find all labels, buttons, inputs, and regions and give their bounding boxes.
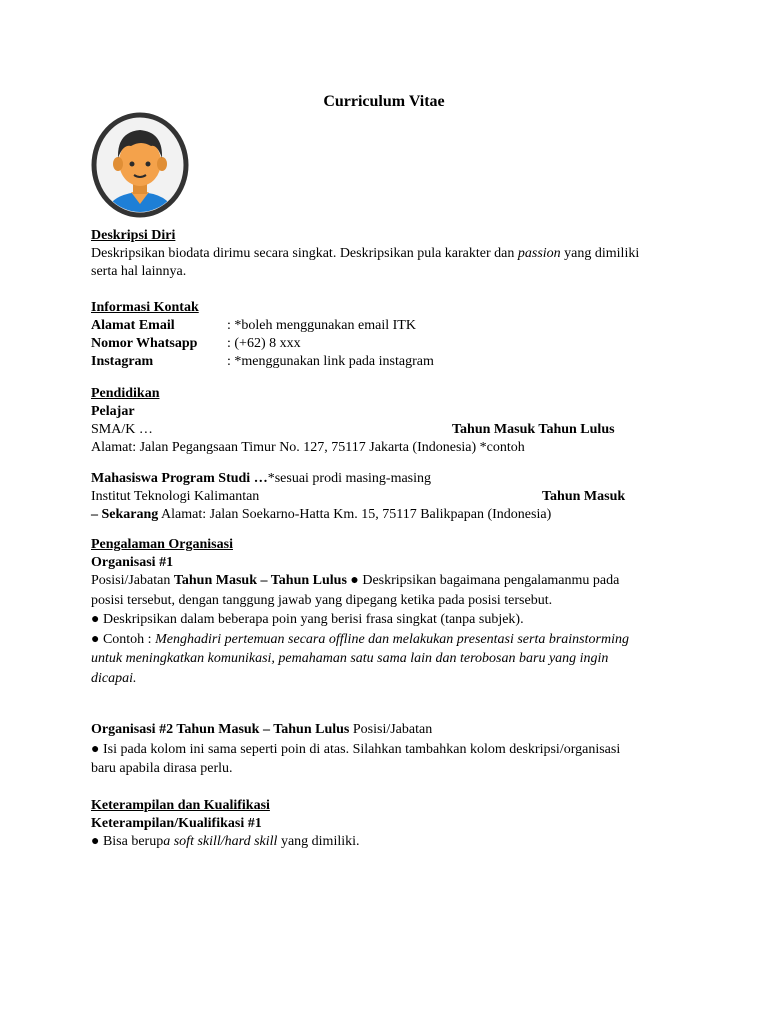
contact-row bbox=[91, 353, 691, 371]
page-title: Curriculum Vitae bbox=[323, 93, 445, 110]
school-address: Alamat: Jalan Pegangsaan Timur No. 127, 75117 Jakarta (Indonesia) *contoh bbox=[91, 440, 525, 455]
mhs-note: *sesuai prodi masing-masing bbox=[267, 471, 432, 486]
text-span: Deskripsikan biodata dirimu secara singkat. Deskripsikan pula karakter dan bbox=[91, 246, 518, 261]
contact-label: Alamat Email bbox=[91, 318, 175, 333]
text-span: yang dimiliki. bbox=[277, 834, 360, 849]
section-kontak bbox=[91, 299, 691, 371]
contact-row bbox=[91, 335, 691, 353]
contact-value: : *menggunakan link pada instagram bbox=[227, 354, 434, 369]
org1-title: Organisasi #1 bbox=[91, 555, 174, 570]
contact-row bbox=[91, 317, 691, 335]
school-name: SMA/K … bbox=[91, 422, 153, 437]
pelajar-label: Pelajar bbox=[91, 404, 135, 419]
org2-bullet: ● Isi pada kolom ini sama seperti poin di atas. Silahkan tambahkan kolom deskripsi/organisasi bbox=[91, 741, 621, 757]
org1-bullet bbox=[91, 630, 691, 650]
contact-value: : (+62) 8 xxx bbox=[227, 336, 301, 351]
deskripsi-text-line2: serta hal lainnya. bbox=[91, 264, 187, 279]
org2-line: baru apabila dirasa perlu. bbox=[91, 761, 233, 776]
org2-title: Organisasi #2 Tahun Masuk – Tahun Lulus bbox=[91, 722, 350, 737]
text-span-italic: passion bbox=[517, 246, 561, 261]
skill-bullet bbox=[91, 833, 691, 851]
org1-years: Tahun Masuk – Tahun Lulus bbox=[173, 573, 347, 588]
section-pendidikan bbox=[91, 385, 691, 457]
section-heading: Informasi Kontak bbox=[91, 300, 199, 315]
section-deskripsi bbox=[91, 227, 691, 281]
text-span: ● Bisa berup bbox=[91, 834, 164, 849]
section-heading: Pendidikan bbox=[91, 386, 160, 401]
univ-name: Institut Teknologi Kalimantan bbox=[91, 489, 260, 504]
section-heading: Pengalaman Organisasi bbox=[91, 537, 233, 552]
univ-address: Alamat: Jalan Soekarno-Hatta Km. 15, 75117 Balikpapan (Indonesia) bbox=[158, 507, 552, 522]
org1-bullet: ● Deskripsikan dalam beberapa poin yang berisi frasa singkat (tanpa subjek). bbox=[91, 612, 524, 627]
mhs-program: Mahasiswa Program Studi … bbox=[91, 471, 268, 486]
contact-label: Nomor Whatsapp bbox=[91, 336, 198, 351]
section-mahasiswa bbox=[91, 470, 691, 524]
univ-now: – Sekarang bbox=[91, 507, 159, 522]
text-span: Posisi/Jabatan bbox=[349, 722, 433, 737]
org1-line: untuk meningkatkan komunikasi, pemahaman satu sama lain dan terobosan baru yang ingin bbox=[91, 651, 609, 666]
text-span: ● Contoh : bbox=[91, 631, 156, 647]
contact-value: : *boleh menggunakan email ITK bbox=[227, 318, 416, 333]
deskripsi-text bbox=[91, 245, 691, 263]
mhs-line bbox=[91, 470, 691, 488]
text-span: Posisi/Jabatan bbox=[91, 573, 174, 588]
text-span: ● Deskripsikan bagaimana pengalamanmu pada bbox=[346, 573, 620, 588]
profile-avatar-icon bbox=[91, 112, 189, 218]
univ-address-line bbox=[91, 506, 691, 524]
text-span-italic: a soft skill/hard skill bbox=[163, 834, 278, 849]
section-heading: Keterampilan dan Kualifikasi bbox=[91, 798, 270, 813]
univ-years: Tahun Masuk bbox=[542, 489, 626, 504]
org1-line: dicapai. bbox=[91, 670, 137, 686]
org1-line bbox=[91, 571, 691, 591]
org2-body bbox=[91, 720, 691, 779]
school-row bbox=[91, 421, 691, 439]
org1-body bbox=[91, 571, 691, 688]
section-organisasi bbox=[91, 536, 691, 572]
school-years: Tahun Masuk Tahun Lulus bbox=[452, 422, 615, 437]
section-keterampilan bbox=[91, 797, 691, 851]
skill-title: Keterampilan/Kualifikasi #1 bbox=[91, 816, 262, 831]
org2-title-line bbox=[91, 720, 691, 740]
section-heading: Deskripsi Diri bbox=[91, 228, 176, 243]
text-span: yang dimiliki bbox=[560, 246, 640, 261]
univ-row bbox=[91, 488, 691, 506]
text-span-italic: Menghadiri pertemuan secara offline dan melakukan presentasi serta brainstorming bbox=[155, 631, 629, 647]
contact-label: Instagram bbox=[91, 354, 154, 369]
org1-line: posisi tersebut, dengan tanggung jawab yang dipegang ketika pada posisi tersebut. bbox=[91, 592, 553, 608]
